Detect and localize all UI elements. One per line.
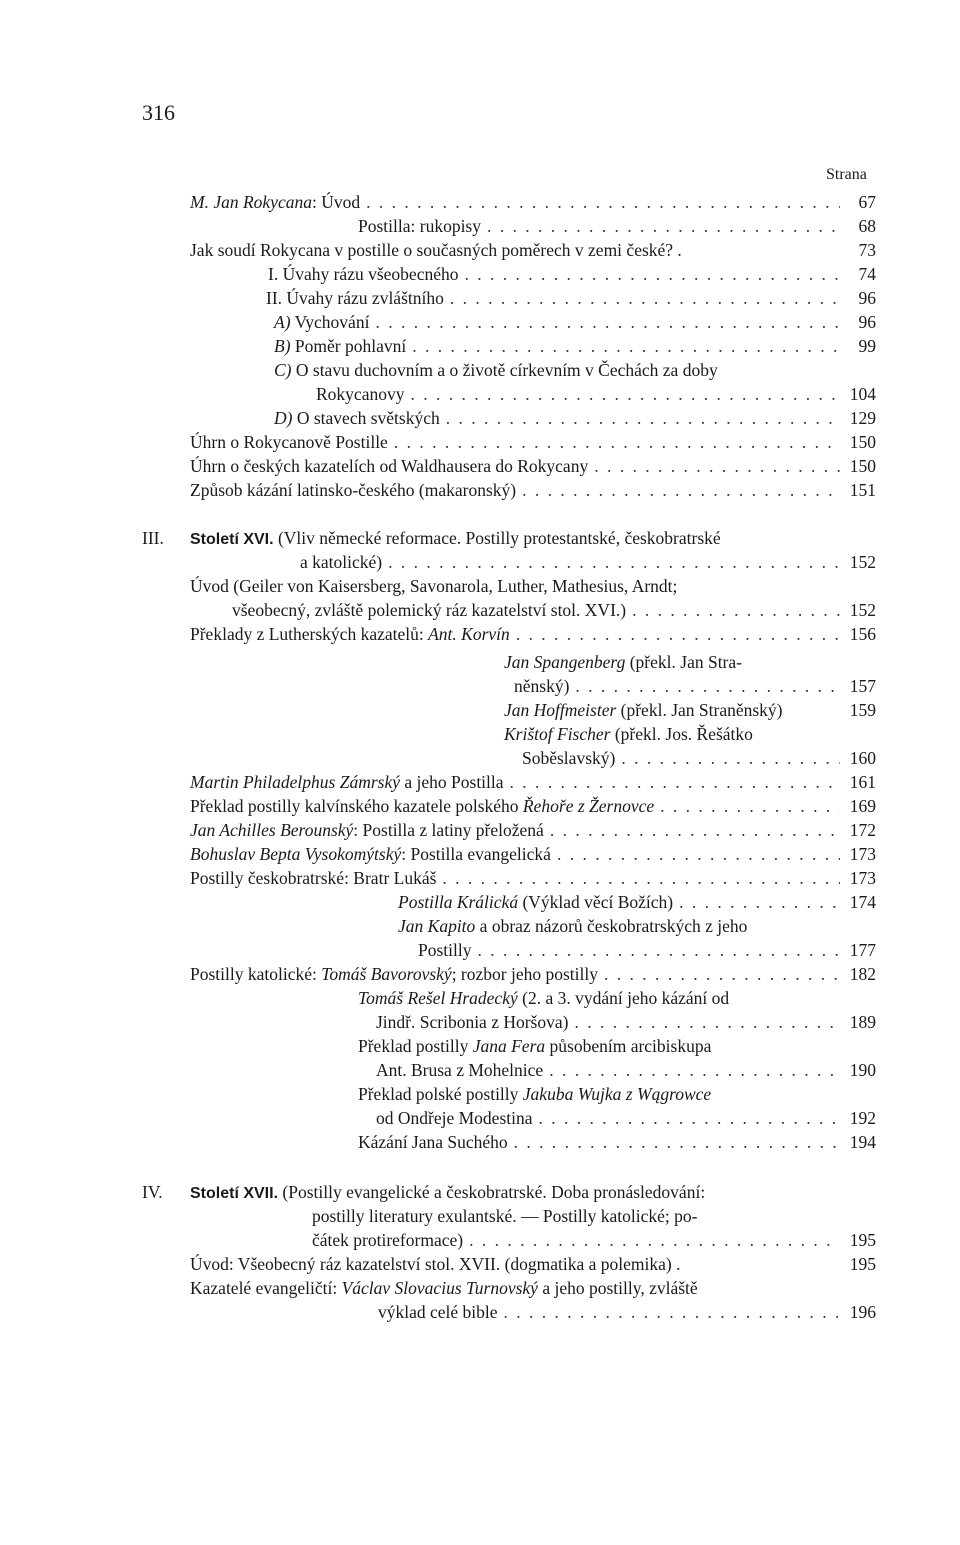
entry-title-rest: ; rozbor jeho postilly	[451, 964, 598, 984]
section-title: Století XVII.	[190, 1185, 279, 1202]
entry-title: Jindř. Scribonia z Horšova)	[376, 1012, 569, 1032]
author-name: Řehoře z Žernovce	[522, 796, 655, 816]
toc-entry	[190, 190, 876, 214]
leader-dots	[632, 598, 840, 622]
leader-dots	[557, 842, 840, 866]
leader-dots	[621, 746, 840, 770]
toc-entry	[190, 430, 876, 454]
entry-title: (překl. Jan Straněnský)	[620, 700, 783, 720]
toc-entry	[514, 674, 876, 698]
section-subtitle: (Postilly evangelické a českobratrské. Doba pronásledování:	[282, 1182, 706, 1202]
toc-entry	[190, 622, 876, 646]
entry-title: Poměr pohlavní	[294, 336, 407, 356]
leader-dots	[574, 1010, 840, 1034]
page-ref: 189	[849, 1012, 876, 1032]
entry-title: : Postilla z latiny přeložená	[353, 820, 544, 840]
leader-dots	[516, 622, 840, 646]
toc-entry	[504, 650, 742, 674]
entry-title: Překlad postilly	[358, 1036, 469, 1056]
entry-title: (překl. Jan Stra-	[629, 652, 742, 672]
toc-entry	[274, 334, 876, 358]
toc-entry	[312, 1228, 876, 1252]
entry-title: Způsob kázání latinsko-českého (makaronský)	[190, 480, 517, 500]
entry-title: O stavech světských	[296, 408, 440, 428]
entry-title: všeobecný, zvláště polemický ráz kazatelství stol. XVI.)	[232, 600, 627, 620]
leader-dots	[539, 1106, 841, 1130]
page-ref: 194	[849, 1132, 876, 1152]
entry-title: Vychování	[294, 312, 370, 332]
toc-entry	[268, 262, 876, 286]
leader-dots	[375, 310, 840, 334]
leader-dots	[604, 962, 840, 986]
entry-title: a jeho Postilla	[404, 772, 504, 792]
leader-dots	[522, 478, 840, 502]
page-ref: 96	[858, 312, 876, 332]
toc-entry	[398, 914, 747, 938]
entry-title: Úvod (Geiler von Kaisersberg, Savonarola, Luther, Mathesius, Arndt;	[190, 576, 678, 596]
author-name: Jan Kapito	[398, 916, 476, 936]
page-ref: 177	[849, 940, 876, 960]
author-name: Ant. Korvín	[428, 624, 510, 644]
leader-dots	[594, 454, 840, 478]
entry-title: Ant. Brusa z Mohelnice	[376, 1060, 544, 1080]
leader-dots	[679, 890, 840, 914]
leader-dots	[514, 1130, 840, 1154]
toc-entry	[190, 866, 876, 890]
entry-title: O stavu duchovním a o životě církevním v Čechách za doby	[295, 360, 718, 380]
page-ref: 151	[849, 480, 876, 500]
subsection-letter: B)	[274, 336, 291, 356]
toc-entry	[358, 1082, 711, 1106]
toc-entry	[300, 550, 876, 574]
entry-title: Jak soudí Rokycana v postille o současných poměrech v zemi české? .	[190, 240, 682, 260]
page-ref: 150	[849, 456, 876, 476]
leader-dots	[660, 794, 840, 818]
page-ref: 129	[849, 408, 876, 428]
entry-title: od Ondřeje Modestina	[376, 1108, 533, 1128]
author-name: Jana Fera	[472, 1036, 546, 1056]
toc-entry	[376, 1058, 876, 1082]
leader-dots	[442, 866, 840, 890]
entry-title: něnský)	[514, 676, 570, 696]
page-ref: 156	[849, 624, 876, 644]
toc-entry	[274, 358, 718, 382]
page-ref: 152	[849, 600, 876, 620]
page-ref: 195	[849, 1230, 876, 1250]
leader-dots	[412, 334, 840, 358]
page-ref: 195	[849, 1254, 876, 1274]
section-subtitle: (Vliv německé reformace. Postilly protestantské, českobratrské	[277, 528, 721, 548]
column-header-strana: Strana	[826, 166, 867, 183]
toc-entry	[190, 238, 876, 262]
section-number: IV.	[142, 1182, 163, 1202]
toc-entry	[190, 1252, 876, 1276]
leader-dots	[394, 430, 840, 454]
page-ref: 182	[849, 964, 876, 984]
toc-entry	[312, 1204, 697, 1228]
leader-dots	[550, 818, 840, 842]
entry-title: (překl. Jos. Řešátko	[614, 724, 753, 744]
author-name: Jakuba Wujka z Wągrowce	[522, 1084, 712, 1104]
leader-dots	[510, 770, 840, 794]
toc-entry	[190, 454, 876, 478]
page-ref: 172	[849, 820, 876, 840]
page-ref: 192	[849, 1108, 876, 1128]
page-ref: 74	[858, 264, 876, 284]
toc-entry	[358, 986, 729, 1010]
author-name: M. Jan Rokycana	[190, 192, 312, 212]
toc-entry	[358, 1034, 711, 1058]
leader-dots	[388, 550, 840, 574]
toc-entry	[190, 962, 876, 986]
toc-entry	[190, 478, 876, 502]
toc-entry	[190, 770, 876, 794]
page-ref: 169	[849, 796, 876, 816]
entry-title: Překlady z Lutherských kazatelů:	[190, 624, 424, 644]
subsection-letter: A)	[274, 312, 291, 332]
leader-dots	[487, 214, 840, 238]
entry-title: Kázání Jana Suchého	[358, 1132, 508, 1152]
page-ref: 68	[858, 216, 876, 236]
entry-title: Úhrn o Rokycanově Postille	[190, 432, 388, 452]
page-ref: 96	[858, 288, 876, 308]
leader-dots	[410, 382, 840, 406]
page-ref: 161	[849, 772, 876, 792]
entry-title: Soběslavský)	[522, 748, 616, 768]
page-ref: 160	[849, 748, 876, 768]
entry-title: II. Úvahy rázu zvláštního	[266, 288, 444, 308]
page-ref: 150	[849, 432, 876, 452]
page-ref: 190	[849, 1060, 876, 1080]
toc-entry	[358, 214, 876, 238]
section-heading	[190, 1180, 705, 1204]
entry-title: Postilly katolické:	[190, 964, 317, 984]
leader-dots	[450, 286, 840, 310]
toc-entry	[190, 1276, 698, 1300]
page-ref: 174	[849, 892, 876, 912]
author-name: Tomáš Rešel Hradecký	[358, 988, 518, 1008]
leader-dots	[478, 938, 841, 962]
toc-entry	[522, 746, 876, 770]
toc-entry	[418, 938, 876, 962]
entry-title: Překlad polské postilly	[358, 1084, 519, 1104]
leader-dots	[549, 1058, 840, 1082]
section-title: Století XVI.	[190, 531, 274, 548]
entry-title: Postilly českobratrské: Bratr Lukáš	[190, 868, 437, 888]
author-name: Jan Spangenberg	[504, 652, 626, 672]
toc-entry	[190, 842, 876, 866]
work-title: Postilla Králická	[398, 892, 519, 912]
leader-dots	[504, 1300, 840, 1324]
entry-title: a obraz názorů českobratrských z jeho	[479, 916, 748, 936]
leader-dots	[469, 1228, 840, 1252]
toc-entry	[358, 1130, 876, 1154]
entry-title: I. Úvahy rázu všeobecného	[268, 264, 459, 284]
toc-entry	[376, 1010, 876, 1034]
page-ref: 196	[849, 1302, 876, 1322]
entry-title: postilly literatury exulantské. — Postilly katolické; po-	[312, 1206, 698, 1226]
page-ref: 152	[849, 552, 876, 572]
page-ref: 67	[858, 192, 876, 212]
toc-entry	[274, 310, 876, 334]
page-ref: 99	[858, 336, 876, 356]
toc-entry	[378, 1300, 876, 1324]
toc-entry	[232, 598, 876, 622]
author-name: Václav Slovacius Turnovský	[341, 1278, 538, 1298]
entry-title: Překlad postilly kalvínského kazatele polského	[190, 796, 519, 816]
section-heading	[190, 526, 721, 550]
page-ref: 73	[858, 240, 876, 260]
entry-title-rest: působením arcibiskupa	[549, 1036, 712, 1056]
subsection-letter: C)	[274, 360, 292, 380]
toc-entry	[316, 382, 876, 406]
entry-title: Postilla: rukopisy	[358, 216, 481, 236]
leader-dots	[366, 190, 840, 214]
subsection-letter: D)	[274, 408, 293, 428]
toc-entry	[190, 818, 876, 842]
entry-title: Úvod: Všeobecný ráz kazatelství stol. XVII. (dogmatika a polemika) .	[190, 1254, 681, 1274]
toc-entry	[274, 406, 876, 430]
entry-title: Postilly	[418, 940, 472, 960]
toc-entry	[190, 794, 876, 818]
entry-title: : Úvod	[311, 192, 361, 212]
section-number: III.	[142, 528, 164, 548]
toc-entry	[504, 722, 753, 746]
leader-dots	[446, 406, 840, 430]
page-ref: 173	[849, 868, 876, 888]
entry-title-rest: a jeho postilly, zvláště	[542, 1278, 698, 1298]
page-ref: 159	[849, 700, 876, 720]
leader-dots	[575, 674, 840, 698]
entry-title: a katolické)	[300, 552, 383, 572]
entry-title: čátek protireformace)	[312, 1230, 464, 1250]
page-ref: 173	[849, 844, 876, 864]
author-name: Jan Achilles Berounský	[190, 820, 354, 840]
toc-entry	[376, 1106, 876, 1130]
author-name: Bohuslav Bepta Vysokomýtský	[190, 844, 402, 864]
author-name: Tomáš Bavorovský	[321, 964, 452, 984]
toc-entry	[398, 890, 876, 914]
page-ref: 104	[849, 384, 876, 404]
author-name: Krištof Fischer	[504, 724, 611, 744]
entry-title: : Postilla evangelická	[401, 844, 551, 864]
entry-title: Úhrn o českých kazatelích od Waldhausera do Rokycany	[190, 456, 589, 476]
author-name: Martin Philadelphus Zámrský	[190, 772, 400, 792]
page-number: 316	[142, 100, 175, 125]
toc-entry	[504, 698, 876, 722]
author-name: Jan Hoffmeister	[504, 700, 617, 720]
entry-title: (Výklad věcí Božích)	[522, 892, 674, 912]
entry-title: (2. a 3. vydání jeho kázání od	[522, 988, 730, 1008]
toc-entry	[190, 574, 677, 598]
entry-title: Kazatelé evangeličtí:	[190, 1278, 338, 1298]
page-ref: 157	[849, 676, 876, 696]
entry-title: výklad celé bible	[378, 1302, 498, 1322]
toc-entry	[266, 286, 876, 310]
leader-dots	[464, 262, 840, 286]
entry-title: Rokycanovy	[316, 384, 405, 404]
